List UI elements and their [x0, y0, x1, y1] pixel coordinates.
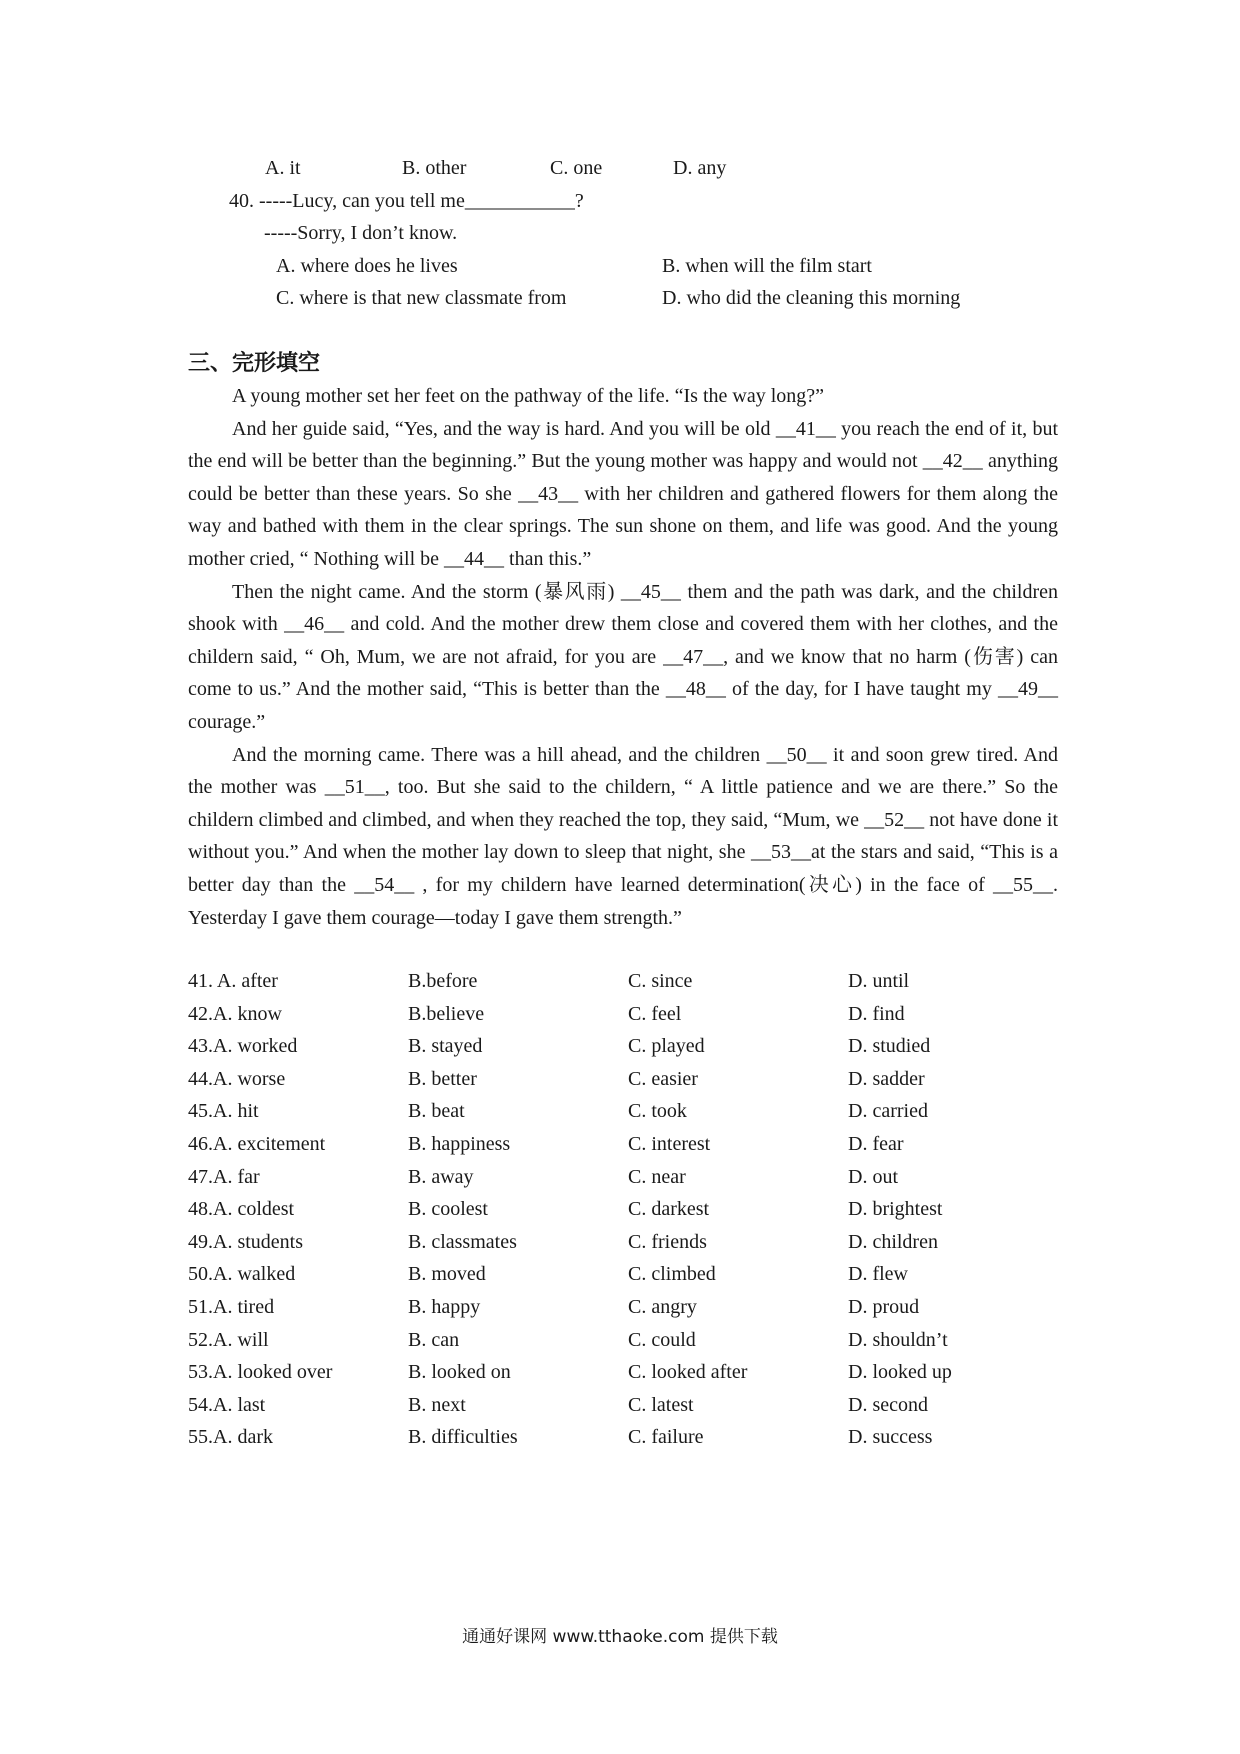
- choice-b: B. coolest: [408, 1198, 488, 1221]
- choice-row-44: [188, 1063, 1068, 1096]
- choices-grid: [188, 965, 1068, 1454]
- choice-row-50: [188, 1258, 1068, 1291]
- choice-a: 55.A. dark: [188, 1426, 273, 1449]
- choice-d: D. fear: [848, 1132, 904, 1155]
- choice-row-51: [188, 1291, 1068, 1324]
- choice-c: C. friends: [628, 1230, 707, 1253]
- q39-option-a: A. it: [265, 157, 301, 179]
- choice-c: C. took: [628, 1100, 687, 1123]
- choice-a: 52.A. will: [188, 1328, 269, 1351]
- choice-c: C. played: [628, 1035, 705, 1058]
- q40-option-c: C. where is that new classmate from: [276, 287, 567, 309]
- choice-c: C. latest: [628, 1393, 694, 1416]
- choice-a: 51.A. tired: [188, 1295, 275, 1318]
- choice-row-41: [188, 965, 1068, 998]
- choice-a: 41. A. after: [188, 970, 278, 992]
- choice-c: C. angry: [628, 1295, 697, 1318]
- page-footer: 通通好课网 www.tthaoke.com 提供下载: [462, 1627, 778, 1647]
- choice-d: D. children: [848, 1230, 938, 1253]
- choice-row-48: [188, 1193, 1068, 1226]
- passage-paragraph: And her guide said, “Yes, and the way is hard. And you will be old __41__ you reach the end of it, but the end will be better than the beginning.” But the young mother was happy and would not __42__ anything could be better than these years. So she __43__ with her children and gathered flowers for them along the way and bathed with them in the clear springs. The sun shone on them, and life was good. And the young mother cried, “ Nothing will be __44__ than this.”: [188, 417, 1058, 570]
- q40-option-a: A. where does he lives: [276, 255, 458, 277]
- choice-b: B. happy: [408, 1295, 481, 1318]
- choice-c: C. interest: [628, 1132, 711, 1155]
- passage-paragraph: A young mother set her feet on the pathway of the life. “Is the way long?”: [232, 385, 825, 407]
- choice-c: C. climbed: [628, 1263, 716, 1286]
- choice-row-52: [188, 1324, 1068, 1357]
- choice-d: D. out: [848, 1165, 898, 1188]
- choice-row-42: [188, 998, 1068, 1031]
- choice-b: B. beat: [408, 1100, 465, 1123]
- q40-option-b: B. when will the film start: [662, 255, 872, 277]
- choice-row-46: [188, 1128, 1068, 1161]
- passage-paragraph: Then the night came. And the storm (暴风雨) __45__ them and the path was dark, and the children shook with __46__ and cold. And the mother drew them close and covered them with her clothes, and the childern said, “ Oh, Mum, we are not afraid, for you are __47__, and we know that no harm (伤害) can come to us.” And the mother said, “This is better than the __48__ of the day, for I have taught my __49__ courage.”: [188, 580, 1058, 733]
- choice-b: B.before: [408, 970, 478, 992]
- choice-row-55: [188, 1421, 1068, 1454]
- choice-d: D. carried: [848, 1100, 928, 1123]
- choice-row-49: [188, 1226, 1068, 1259]
- choice-d: D. studied: [848, 1035, 931, 1058]
- choice-d: D. looked up: [848, 1361, 952, 1384]
- choice-row-43: [188, 1030, 1068, 1063]
- choice-a: 49.A. students: [188, 1230, 303, 1253]
- choice-a: 45.A. hit: [188, 1100, 259, 1123]
- section-title: 三、完形填空: [188, 351, 321, 376]
- choice-d: D. second: [848, 1393, 928, 1416]
- choice-d: D. brightest: [848, 1198, 943, 1221]
- choice-c: C. feel: [628, 1002, 682, 1025]
- choice-a: 53.A. looked over: [188, 1361, 333, 1384]
- choice-b: B. can: [408, 1328, 460, 1351]
- q40-option-d: D. who did the cleaning this morning: [662, 287, 961, 309]
- choice-a: 54.A. last: [188, 1393, 266, 1416]
- choice-b: B.believe: [408, 1002, 485, 1025]
- choice-b: B. classmates: [408, 1230, 517, 1253]
- q40-answer: -----Sorry, I don’t know.: [264, 222, 458, 244]
- choice-b: B. moved: [408, 1263, 486, 1286]
- choice-a: 42.A. know: [188, 1002, 282, 1025]
- choice-c: C. could: [628, 1328, 696, 1351]
- choice-row-45: [188, 1095, 1068, 1128]
- choice-d: D. until: [848, 970, 910, 992]
- choice-a: 47.A. far: [188, 1165, 260, 1188]
- choice-a: 44.A. worse: [188, 1067, 286, 1090]
- choice-a: 50.A. walked: [188, 1263, 296, 1286]
- choice-row-54: [188, 1389, 1068, 1422]
- choice-b: B. next: [408, 1393, 466, 1416]
- choice-row-47: [188, 1161, 1068, 1194]
- choice-c: C. since: [628, 970, 693, 992]
- choice-b: B. better: [408, 1067, 477, 1090]
- choice-d: D. shouldn’t: [848, 1328, 948, 1351]
- choice-a: 46.A. excitement: [188, 1132, 326, 1155]
- choice-b: B. stayed: [408, 1035, 483, 1058]
- choice-b: B. away: [408, 1165, 474, 1188]
- choice-d: D. sadder: [848, 1067, 925, 1090]
- choice-c: C. near: [628, 1165, 686, 1188]
- choice-b: B. happiness: [408, 1132, 511, 1155]
- choice-c: C. easier: [628, 1067, 698, 1090]
- choice-c: C. looked after: [628, 1361, 748, 1384]
- choice-b: B. difficulties: [408, 1426, 518, 1449]
- q39-option-b: B. other: [402, 157, 467, 179]
- choice-d: D. flew: [848, 1263, 908, 1286]
- choice-c: C. failure: [628, 1426, 704, 1449]
- passage-paragraph: And the morning came. There was a hill ahead, and the children __50__ it and soon grew tired. And the mother was __51__, too. But she said to the childern, “ A little patience and we are there.” So the childern climbed and climbed, and when they reached the top, they said, “Mum, we __52__ not have done it without you.” And when the mother lay down to sleep that night, she __53__at the stars and said, “This is a better day than the __54__ , for my childern have learned determination(决心) in the face of __55__. Yesterday I gave them courage—today I gave them strength.”: [188, 743, 1058, 929]
- choice-d: D. find: [848, 1002, 905, 1025]
- choice-a: 43.A. worked: [188, 1035, 298, 1058]
- cloze-passage: [188, 380, 1058, 934]
- choice-c: C. darkest: [628, 1198, 710, 1221]
- choice-d: D. proud: [848, 1295, 920, 1318]
- choice-row-53: [188, 1356, 1068, 1389]
- q39-option-c: C. one: [550, 157, 603, 179]
- choice-b: B. looked on: [408, 1361, 511, 1384]
- q39-option-d: D. any: [673, 157, 727, 179]
- choice-d: D. success: [848, 1426, 933, 1449]
- choice-a: 48.A. coldest: [188, 1198, 295, 1221]
- q40-question: 40. -----Lucy, can you tell me___________?: [229, 190, 584, 212]
